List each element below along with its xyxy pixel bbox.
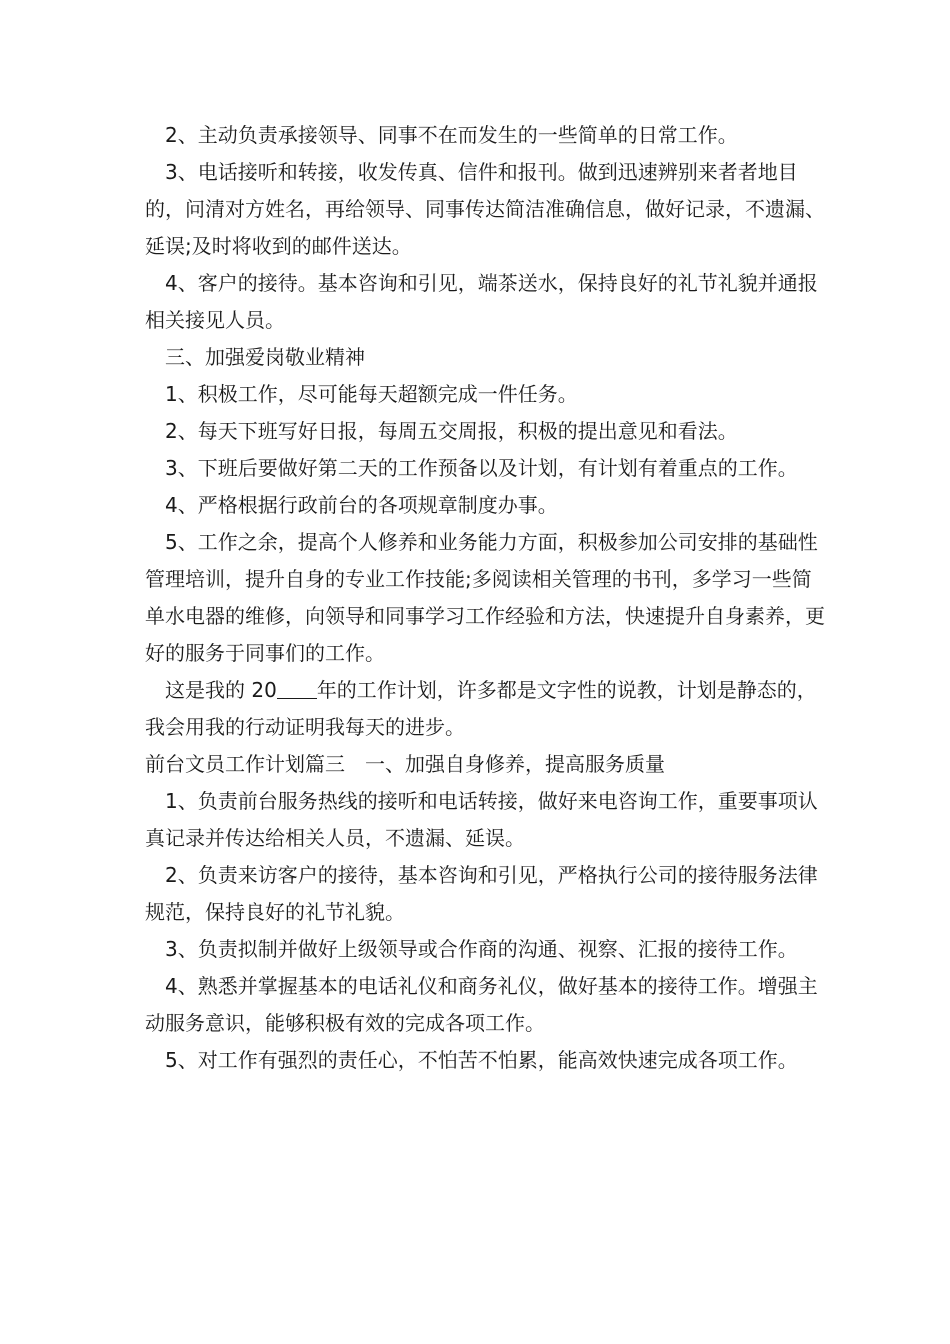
paragraph-item-2-responsibility: 2、主动负责承接领导、同事不在而发生的一些简单的日常工作。 [165,123,738,147]
paragraph-item-5-self-improvement: 5、工作之余，提高个人修养和业务能力方面，积极参加公司安排的基础性管理培训，提升自身的专业工作技能;多阅读相关管理的书刊，多学习一些简单水电器的维修，向领导和同事学习工作经验和方法，快速提升自身素养，更好的服务于同事们的工作。 [145,530,825,665]
paragraph-item-4-reception: 4、客户的接待。基本咨询和引见，端茶送水，保持良好的礼节礼貌并通报相关接见人员。 [145,271,818,332]
paragraph-item-3-phone: 3、电话接听和转接，收发传真、信件和报刊。做到迅速辨别来者者地目的，问清对方姓名，再给领导、同事传达简洁准确信息，做好记录，不遗漏、延误;及时将收到的邮件送达。 [145,160,825,258]
section-heading-part-three: 前台文员工作计划篇三 一、加强自身修养，提高服务质量 [145,752,665,776]
document-body [145,117,825,1079]
section-heading-dedication: 三、加强爱岗敬业精神 [165,345,365,369]
paragraph-item-5-responsibility: 5、对工作有强烈的责任心，不怕苦不怕累，能高效快速完成各项工作。 [165,1048,798,1072]
paragraph-conclusion [145,672,825,746]
conclusion-text-start: 这是我的 20 [165,678,277,702]
conclusion-text-end: 年的工作计划，许多都是文字性的说教，计划是静态的，我会用我的行动证明我每天的进步。 [145,678,817,739]
paragraph-item-4-etiquette: 4、熟悉并掌握基本的电话礼仪和商务礼仪，做好基本的接待工作。增强主动服务意识，能够积极有效的完成各项工作。 [145,974,818,1035]
paragraph-item-2-daily-report: 2、每天下班写好日报，每周五交周报，积极的提出意见和看法。 [165,419,738,443]
paragraph-item-2-visitors: 2、负责来访客户的接待，基本咨询和引见，严格执行公司的接待服务法律规范，保持良好的礼节礼貌。 [145,863,818,924]
paragraph-item-1-hotline: 1、负责前台服务热线的接听和电话转接，做好来电咨询工作，重要事项认真记录并传达给相关人员，不遗漏、延误。 [145,789,818,850]
paragraph-item-4-rules: 4、严格根据行政前台的各项规章制度办事。 [165,493,558,517]
year-blank-underline [277,678,317,699]
paragraph-item-1-active-work: 1、积极工作，尽可能每天超额完成一件任务。 [165,382,578,406]
paragraph-item-3-communication: 3、负责拟制并做好上级领导或合作商的沟通、视察、汇报的接待工作。 [165,937,798,961]
paragraph-item-3-planning: 3、下班后要做好第二天的工作预备以及计划，有计划有着重点的工作。 [165,456,798,480]
